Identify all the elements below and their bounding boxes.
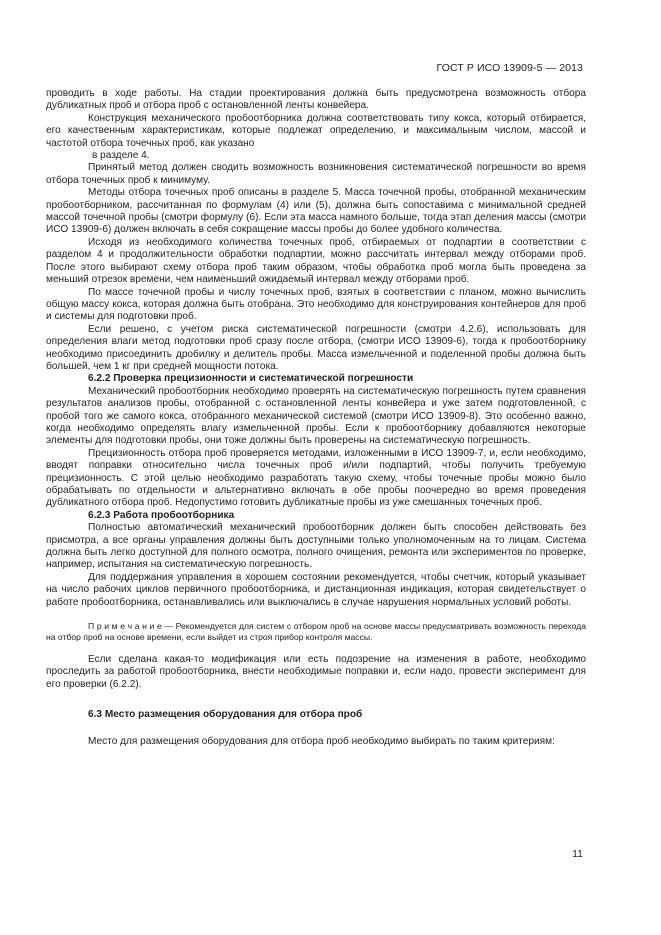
section-heading: 6.2.3 Работа пробоотборника: [88, 509, 235, 521]
paragraph: Конструкция механического пробоотборника должна соответствовать типу кокса, который отбирается, его качественным характеристикам, которые подлежат определению, и максимальным числом, массой и частотой отбора точечных проб, как указано: [46, 112, 586, 149]
paragraph: в разделе 4.: [92, 150, 150, 162]
paragraph: проводить в ходе работы. На стадии проектирования должна быть предусмотрена возможность отбора дубликатных проб и отбора проб с остановленной ленты конвейера.: [46, 88, 586, 112]
section-heading: 6.3 Место размещения оборудования для отбора проб: [88, 709, 363, 721]
paragraph: Исходя из необходимого количества точечных проб, отбираемых от подпартии в соответствии с разделом 4 и продолжительности обработки подпартии, можно рассчитать интервал между отборами проб. После этого выбирают схему отбора проб таким образом, чтобы обработка проб могла быть проведена за меньший отрезок времени, чем наименьший ожидаемый интервал между отборами проб.: [46, 236, 586, 286]
paragraph: Если сделана какая-то модификация или есть подозрение на изменения в работе, необходимо проследить за работой пробоотборника, внести необходимые поправки и, если надо, провести эксперимент для его проверки (6.2.2).: [46, 654, 586, 690]
section-heading: 6.2.2 Проверка прецизионности и систематической погрешности: [88, 373, 414, 385]
note: П р и м е ч а н и е — Рекомендуется для систем с отбором проб на основе массы предусматривать возможность перехода на отбор проб на основе времени, если выйдет из строя прибор контроля массы.: [46, 621, 586, 643]
paragraph: По массе точечной пробы и числу точечных проб, взятых в соответствии с планом, можно вычислить общую массу кокса, которая должна быть отобрана. Это необходимо для конструирования контейнеров для проб и системы для подготовки проб.: [46, 286, 586, 323]
document-body: [46, 88, 586, 748]
paragraph: Полностью автоматический механический пробоотборник должен быть способен действовать без присмотра, а все органы управления должны быть доступными только уполномоченным на то лицам. Система должна быть легко доступной для полного осмотра, полного очищения, ремонта или экспериментов по проверке, например, испытания на систематическую погрешность.: [46, 522, 586, 571]
paragraph: Прецизионность отбора проб проверяется методами, изложенными в ИСО 13909-7, и, если необходимо, вводят поправки относительно числа точечных проб и/или подпартий, чтобы получить требуемую прецизионность. С этой целью необходимо разработать такую схему, чтобы точечные пробы можно было обрабатывать по отдельности и альтернативно включать в обе пробы поочередно во время проведения дубликатного отбора проб. Недопустимо готовить дубликатные пробы из уже смешанных точечных проб.: [46, 447, 586, 509]
document-header: ГОСТ Р ИСО 13909-5 — 2013: [436, 62, 583, 74]
paragraph: Место для размещения оборудования для отбора проб необходимо выбирать по таким критериям:: [88, 735, 555, 747]
paragraph: Для поддержания управления в хорошем состоянии рекомендуется, чтобы счетчик, который указывает на число рабочих циклов первичного пробоотборника, и дистанционная индикация, которая свидетельствует о работе пробоотборника, останавливались или выключались в случае нарушения нормальных условий роботы.: [46, 571, 586, 608]
paragraph: Принятый метод должен сводить возможность возникновения систематической погрешности во время отбора точечных проб к минимуму.: [46, 162, 586, 186]
paragraph: Механический пробоотборник необходимо проверять на систематическую погрешность путем сравнения результатов анализов пробы, отобранной с остановленной ленты конвейера и уже затем подготовленной, с пробой того же самого кокса, отобранного механической системой (смотри ИСО 13909-8). Это особенно важно, когда необходимо определять влагу измельченной пробы. Если к пробоотборнику добавляются некоторые элементы для подготовки пробы, они тоже должны быть проверены на систематическую погрешность.: [46, 385, 586, 447]
paragraph: Если решено, с учетом риска систематической погрешности (смотри 4.2.6), использовать для определения влаги метод подготовки проб сразу после отбора, (смотри ИСО 13909-6), тогда к пробоотборнику необходимо присоединить дробилку и делитель пробы. Масса измельченной и поделенной пробы должна быть большей, чем 1 кг при средней мощности потока.: [46, 323, 586, 372]
page-number: 11: [572, 848, 583, 860]
paragraph: Методы отбора точечных проб описаны в разделе 5. Масса точечной пробы, отобранной механическим пробоотборником, рассчитанная по формулам (4) или (5), должна быть сопоставима с минимальной средней массой точечной пробы (смотри формулу (6). Если эта масса намного больше, тогда этап деления массы (смотри ИСО 13909-6) должен включать в себя сокращение массы пробы до более удобного количества.: [46, 187, 586, 236]
